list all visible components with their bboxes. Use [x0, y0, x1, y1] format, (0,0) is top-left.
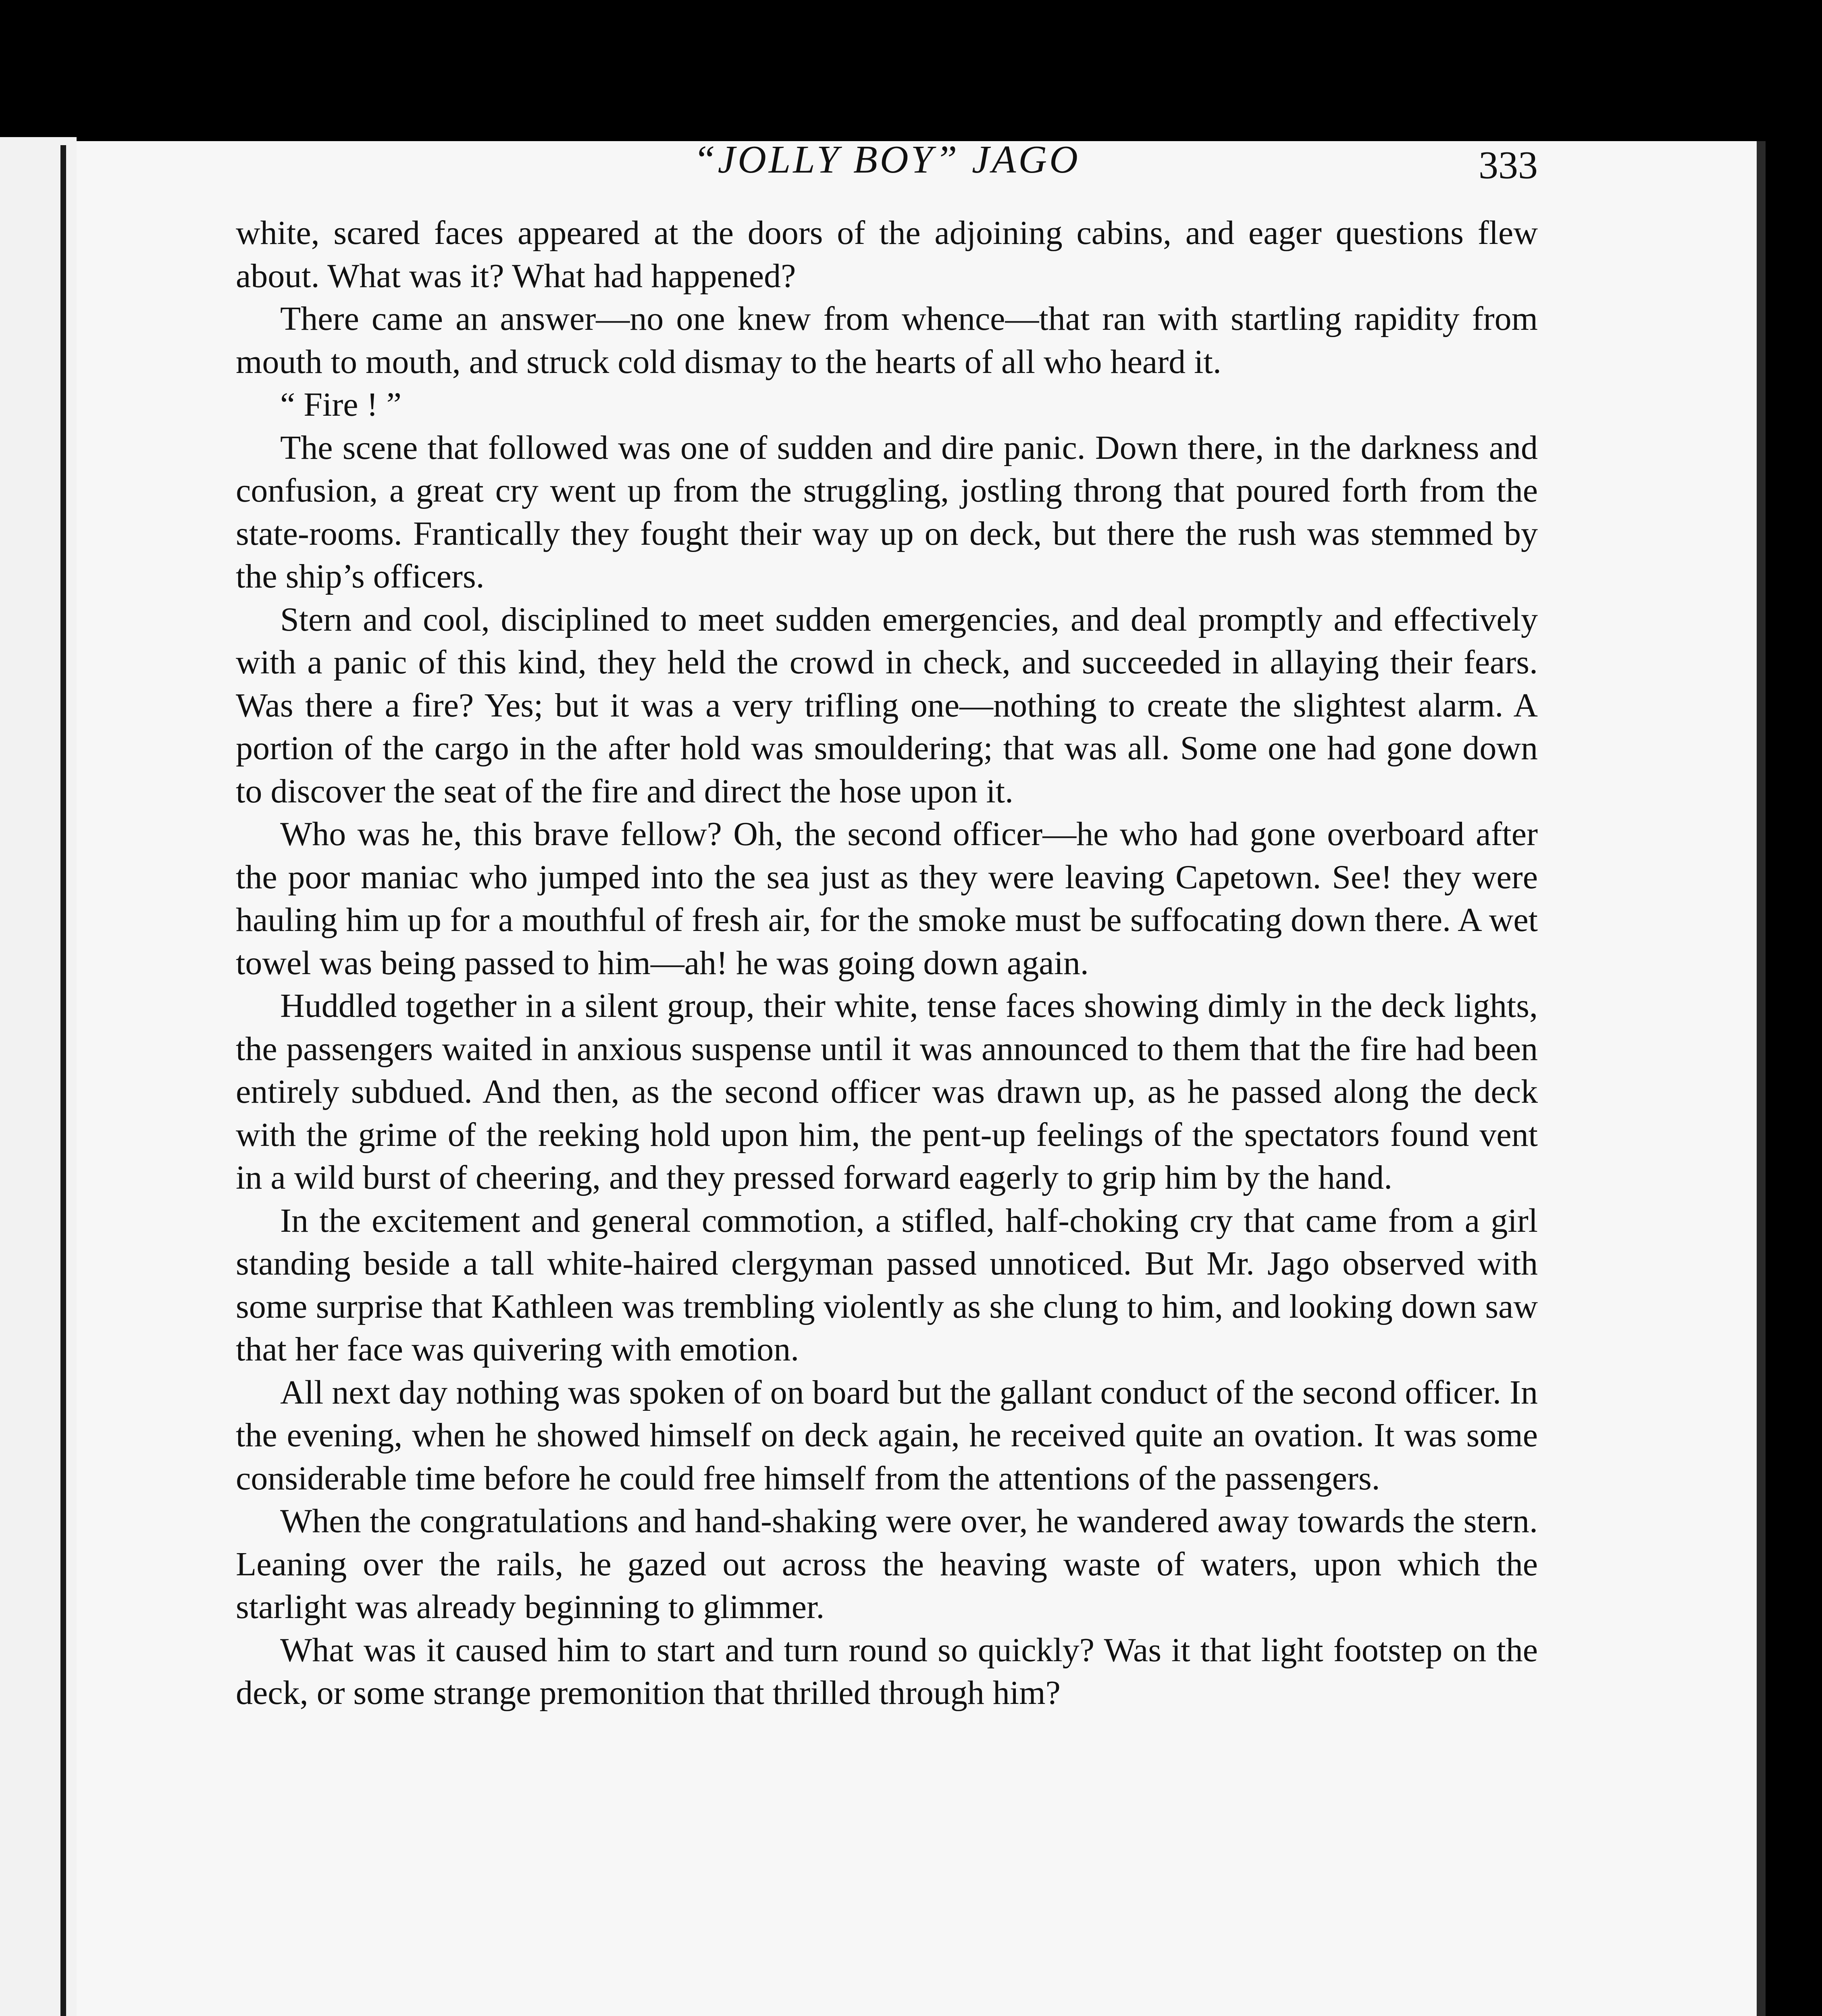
paragraph: “ Fire ! ” — [280, 386, 401, 423]
paragraph: There came an answer—no one knew from whence—that ran with startling rapidity from mouth to mouth, and struck cold dismay to the hearts of all who heard it. — [236, 300, 1538, 381]
paragraph: All next day nothing was spoken of on board but the gallant conduct of the second officer. In the evening, when he showed himself on deck again, he received quite an ovation. It was some considerable time before he could free himself from the attentions of the passengers. — [236, 1373, 1538, 1497]
paragraph: What was it caused him to start and turn round so quickly? Was it that light footstep on the deck, or some strange premonition that thrilled through him? — [236, 1631, 1538, 1712]
paragraph: Who was he, this brave fellow? Oh, the second officer—he who had gone overboard after the poor maniac who jumped into the sea just as they were leaving Capetown. See! they were hauling him up for a mouthful of fresh air, for the smoke must be suffocating down there. A wet towel was being passed to him—ah! he was going down again. — [236, 815, 1538, 982]
page-gutter-shadow — [60, 145, 66, 2016]
page-edge — [1757, 141, 1766, 2016]
running-title: “JOLLY BOY” JAGO — [693, 138, 1080, 181]
paragraph: Huddled together in a silent group, their white, tense faces showing dimly in the deck lights, the passengers waited in anxious suspense until it was announced to them that the fire had been entirely subdued. And then, as the second officer was drawn up, as he passed along the deck with the grime of the reeking hold upon him, the pent-up feelings of the spectators found vent in a wild burst of cheering, and they pressed forward eagerly to grip him by the hand. — [236, 987, 1538, 1196]
page-body — [236, 212, 1538, 1715]
paragraph: Stern and cool, disciplined to meet sudden emergencies, and deal promptly and effectively with a panic of this kind, they held the crowd in check, and succeeded in allaying their fears. Was there a fire? Yes; but it was a very trifling one—nothing to create the slightest alarm. A portion of the cargo in the after hold was smouldering; that was all. Some one had gone down to discover the seat of the fire and direct the hose upon it. — [236, 600, 1538, 810]
paragraph: white, scared faces appeared at the doors of the adjoining cabins, and eager questions flew about. What was it? What had happened? — [236, 214, 1538, 295]
paragraph: When the congratulations and hand-shaking were over, he wandered away towards the stern. Leaning over the rails, he gazed out across the heaving waste of waters, upon which the starlight was already beginning to glimmer. — [236, 1502, 1538, 1626]
page-number: 333 — [1479, 144, 1538, 187]
paragraph: In the excitement and general commotion, a stifled, half-choking cry that came from a girl standing beside a tall white-haired clergyman passed unnoticed. But Mr. Jago observed with some surprise that Kathleen was trembling violently as she clung to him, and looking down saw that her face was quivering with emotion. — [236, 1202, 1538, 1368]
page-header — [236, 137, 1538, 202]
paragraph: The scene that followed was one of sudden and dire panic. Down there, in the darkness and confusion, a great cry went up from the struggling, jostling throng that poured forth from the state-rooms. Frantically they fought their way up on deck, but there the rush was stemmed by the ship’s officers. — [236, 429, 1538, 595]
